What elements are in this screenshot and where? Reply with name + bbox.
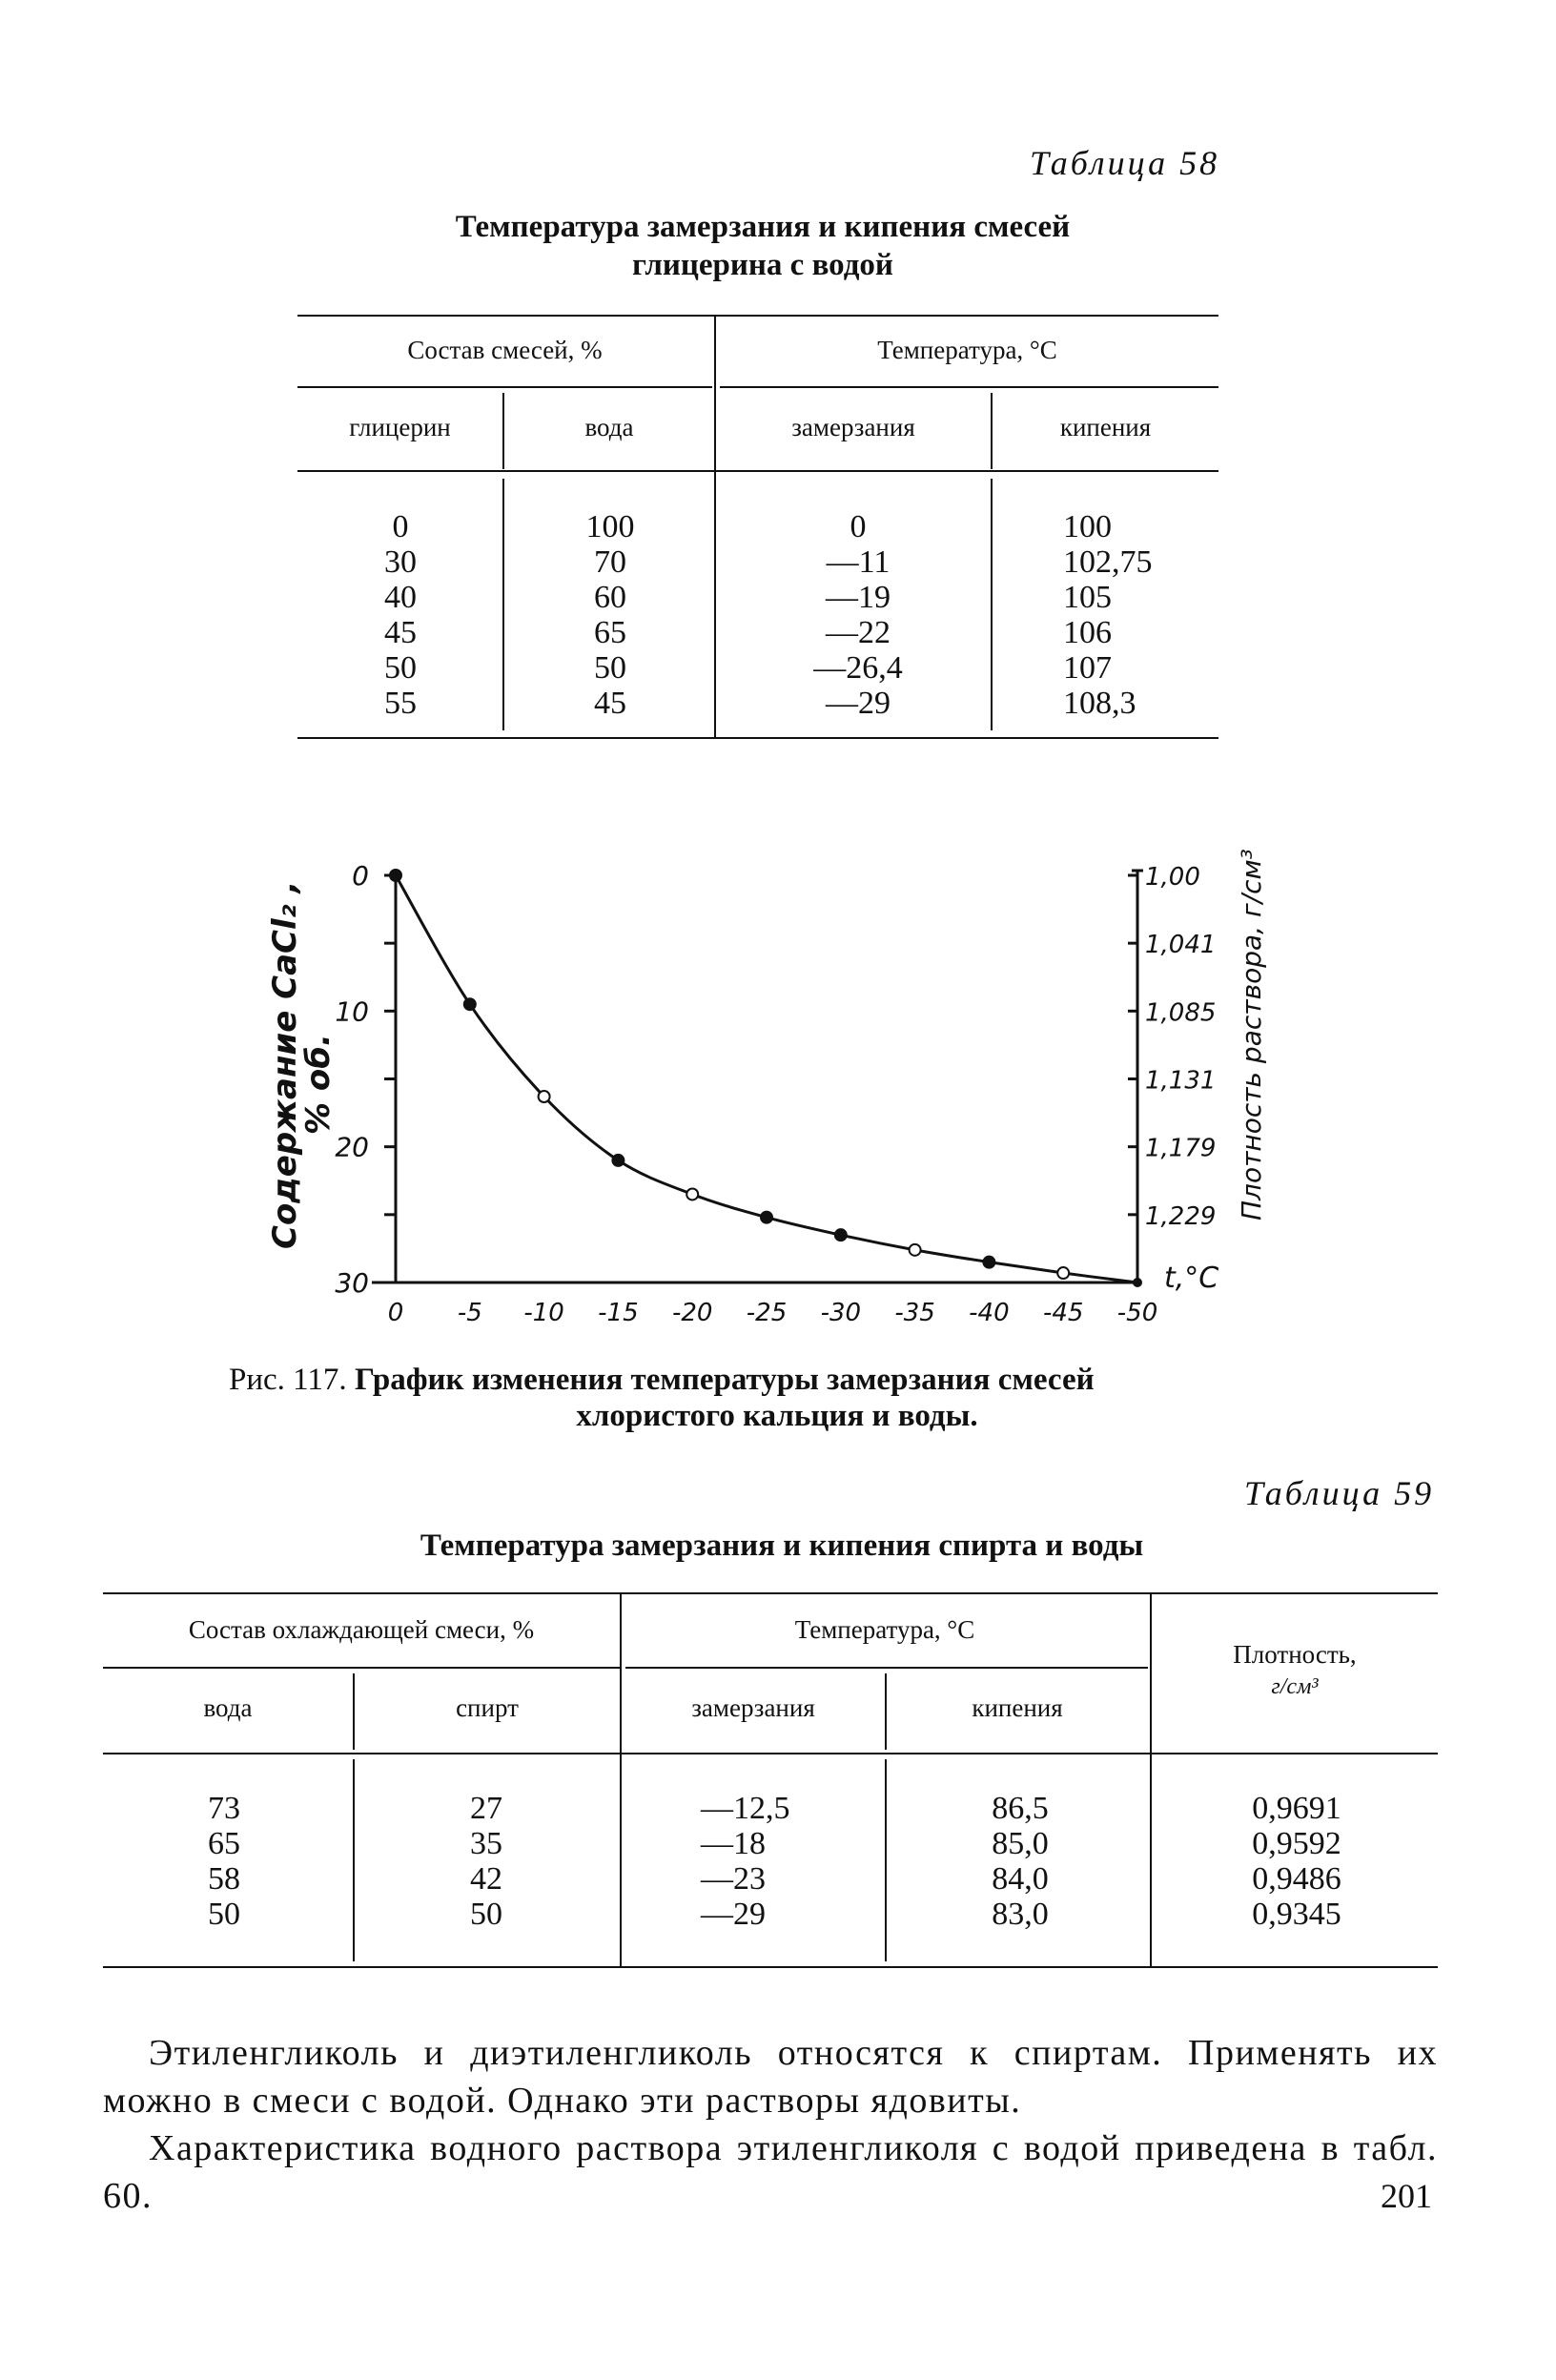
page-number: 201 <box>1381 2177 1432 2215</box>
table-cell: 100 <box>1063 509 1112 544</box>
x-tick-label: -30 <box>820 1299 862 1327</box>
table-cell: 0 <box>850 509 867 544</box>
column-header: кипения <box>972 1693 1063 1722</box>
table-cell: 45 <box>594 686 626 721</box>
table-rule <box>297 386 712 388</box>
data-point <box>686 1188 698 1200</box>
column-alcohol <box>429 1791 543 1932</box>
column-water <box>167 1791 281 1932</box>
table-rule <box>620 1592 622 1966</box>
data-point <box>464 998 476 1010</box>
table-cell: 40 <box>384 580 417 615</box>
x-tick-label: -25 <box>746 1299 788 1327</box>
table-cell: 73 <box>208 1791 240 1826</box>
table-cell: 0,9691 <box>1252 1791 1341 1826</box>
table-cell: 0,9486 <box>1252 1861 1341 1897</box>
column-group-header: Состав смесей, % <box>407 336 603 364</box>
column-header: глицерин <box>349 413 451 441</box>
table-cell: 27 <box>470 1791 502 1826</box>
x-tick-label: -45 <box>1042 1299 1084 1327</box>
column-header: вода <box>203 1693 253 1722</box>
figure-caption <box>229 1362 1325 1434</box>
body-paragraph: Этиленгликоль и диэтиленгликоль относятся к спиртам. Применять их можно в смеси с водой. Однако эти растворы ядовиты. <box>103 2033 1438 2121</box>
data-point <box>983 1257 994 1268</box>
table-cell: 106 <box>1063 615 1112 650</box>
table-cell: 0,9345 <box>1252 1897 1341 1932</box>
table-cell: —29 <box>826 686 891 721</box>
table-cell: 55 <box>384 686 417 721</box>
figure-caption-line1: График изменения температуры замерзания смесей <box>354 1363 1095 1397</box>
table-cell: 45 <box>384 615 417 650</box>
column-group-header: Температура, °С <box>794 1615 975 1644</box>
column-water <box>553 509 667 721</box>
freezing-chart <box>0 782 1556 1354</box>
data-point <box>1134 1279 1141 1286</box>
table-cell: 100 <box>585 509 635 544</box>
table-cell: 70 <box>594 544 626 580</box>
right-axis-label: Плотность раствора, г/см³ <box>1236 849 1267 1221</box>
data-point <box>1057 1267 1069 1279</box>
table-58-title: Температура замерзания и кипения смесей глицерина с водой <box>455 210 1071 282</box>
column-freezing <box>782 509 934 721</box>
table-rule <box>103 1592 1438 1594</box>
table-cell: 50 <box>470 1897 502 1932</box>
y2-tick-label: 1,229 <box>1145 1201 1217 1231</box>
y2-tick-label: 1,179 <box>1145 1134 1217 1163</box>
x-tick-label: -15 <box>598 1299 639 1327</box>
x-tick-label: -40 <box>969 1299 1010 1327</box>
x-axis-label: t,°С <box>1164 1262 1219 1295</box>
column-header: замерзания <box>791 413 915 441</box>
column-header: вода <box>584 413 634 441</box>
x-tick-label: -10 <box>523 1299 564 1327</box>
table-cell: 0 <box>392 509 409 544</box>
table-rule <box>103 1753 1438 1754</box>
table-cell: —23 <box>701 1861 766 1897</box>
table-cell: 35 <box>470 1826 502 1861</box>
table-rule <box>103 1966 1438 1968</box>
table-cell: 42 <box>470 1861 502 1897</box>
table-cell: —18 <box>701 1826 766 1861</box>
table-58-caption: Таблица 58 <box>1030 144 1220 182</box>
column-density <box>1225 1791 1368 1932</box>
table-cell: 50 <box>384 650 417 686</box>
x-tick-label: -20 <box>671 1299 713 1327</box>
table-cell: 102,75 <box>1063 544 1153 580</box>
table-rule <box>297 737 1218 739</box>
y-tick-label: 10 <box>335 995 369 1028</box>
table-cell: 58 <box>208 1861 240 1897</box>
body-paragraph: Характеристика водного раствора этиленгликоля с водой приведена в табл. 60. <box>103 2128 1438 2216</box>
y-tick-label: 0 <box>352 860 369 892</box>
table-cell: 30 <box>384 544 417 580</box>
left-axis-label-line1: Содержание CaCl₂ , <box>266 880 304 1249</box>
table-cell: —22 <box>826 615 891 650</box>
x-tick-label: -50 <box>1116 1299 1158 1327</box>
column-header-density: Плотность, г/см³ <box>1233 1640 1357 1699</box>
table-cell: 85,0 <box>992 1826 1049 1861</box>
table-cell: 50 <box>594 650 626 686</box>
table-rule <box>297 470 1218 472</box>
table-rule <box>714 315 716 737</box>
column-group-header: Температура, °С <box>877 336 1057 364</box>
table-cell: 84,0 <box>992 1861 1049 1897</box>
figure-number: Рис. 117. <box>229 1363 347 1397</box>
column-glycerin <box>343 509 458 721</box>
left-axis-label-line2: % об. <box>299 1034 338 1135</box>
y2-tick-label: 1,00 <box>1145 863 1200 892</box>
y2-tick-label: 1,041 <box>1145 931 1217 960</box>
table-rule <box>353 1759 355 1961</box>
x-tick-label: -35 <box>894 1299 935 1327</box>
table-rule <box>625 1667 1148 1669</box>
x-tick-label: -5 <box>457 1299 482 1327</box>
table-cell: 108,3 <box>1063 686 1136 721</box>
table-59-title: Температура замерзания и кипения спирта и воды <box>420 1529 1144 1563</box>
column-boiling <box>958 1791 1082 1932</box>
table-cell: 60 <box>594 580 626 615</box>
table-cell: —29 <box>701 1897 766 1932</box>
data-point <box>612 1155 624 1166</box>
table-cell: 107 <box>1063 650 1112 686</box>
table-cell: 0,9592 <box>1252 1826 1341 1861</box>
data-point <box>539 1091 550 1102</box>
y-tick-label: 20 <box>335 1131 369 1163</box>
table-rule <box>297 315 1218 317</box>
table-cell: —11 <box>826 544 891 580</box>
column-boiling <box>1063 509 1206 721</box>
column-header: кипения <box>1059 413 1152 441</box>
y2-tick-label: 1,085 <box>1145 998 1217 1028</box>
table-59-caption: Таблица 59 <box>1244 1474 1435 1512</box>
table-cell: 86,5 <box>992 1791 1049 1826</box>
x-tick-label: 0 <box>387 1299 404 1327</box>
figure-caption-line2: хлористого кальция и воды. <box>576 1399 978 1433</box>
table-cell: 105 <box>1063 580 1112 615</box>
table-cell: 65 <box>594 615 626 650</box>
column-header: замерзания <box>691 1693 815 1722</box>
table-cell: 65 <box>208 1826 240 1861</box>
table-cell: —26,4 <box>813 650 903 686</box>
y-tick-label: 30 <box>335 1267 369 1299</box>
table-rule <box>885 1759 887 1961</box>
table-rule <box>103 1667 620 1669</box>
table-rule <box>991 479 993 730</box>
data-point <box>390 870 401 881</box>
column-group-header: Состав охлаждающей смеси, % <box>188 1615 535 1644</box>
data-point <box>910 1244 921 1256</box>
column-header: спирт <box>456 1693 519 1722</box>
data-point <box>761 1212 772 1223</box>
table-rule <box>720 386 1218 388</box>
table-rule <box>502 479 504 730</box>
column-freezing <box>701 1791 853 1932</box>
data-point <box>835 1229 847 1241</box>
table-cell: —19 <box>826 580 891 615</box>
table-cell: —12,5 <box>701 1791 790 1826</box>
table-cell: 50 <box>208 1897 240 1932</box>
y2-tick-label: 1,131 <box>1145 1066 1217 1096</box>
table-cell: 83,0 <box>992 1897 1049 1932</box>
